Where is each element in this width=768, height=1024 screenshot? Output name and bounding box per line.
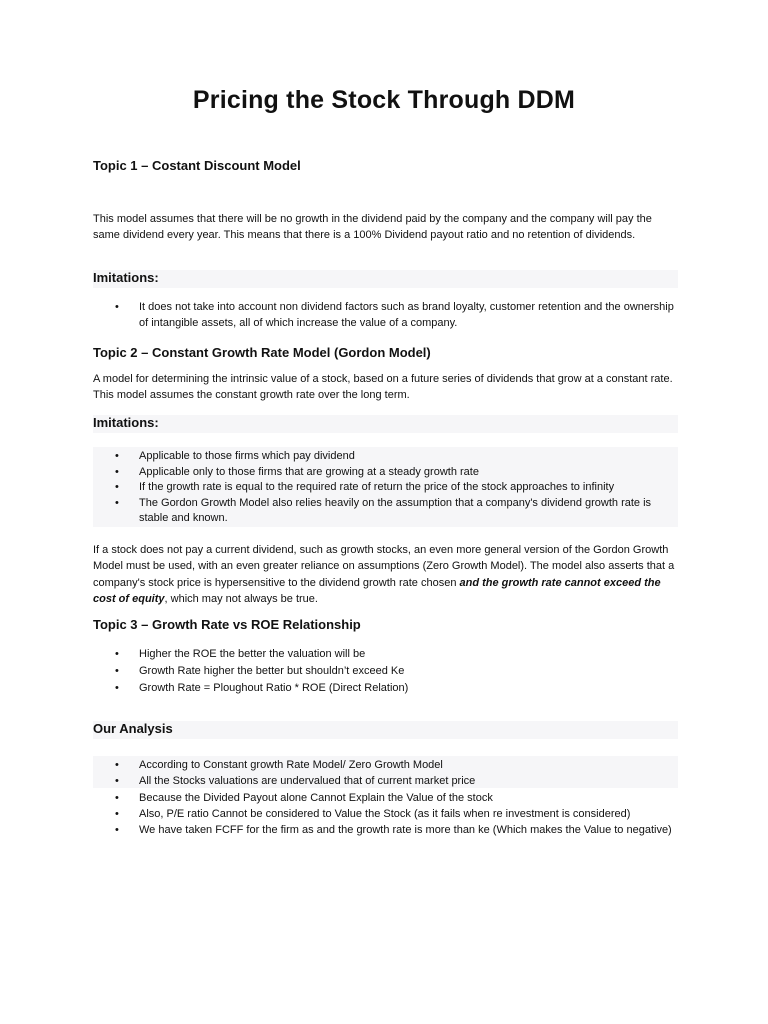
topic2-paragraph: A model for determining the intrinsic value of a stock, based on a future series of dividends that grow at a constant rate. This model assumes the constant growth rate over the long term. xyxy=(93,373,673,402)
topic3-heading: Topic 3 – Growth Rate vs ROE Relationship xyxy=(93,617,361,632)
topic1-limitations-heading: Imitations: xyxy=(93,270,678,288)
topic2-limitations-box xyxy=(93,447,678,527)
topic2-note-part2: , which may not always be true. xyxy=(164,593,318,606)
topic1-limitations-list xyxy=(93,300,679,331)
list-item: • Applicable to those firms which pay dividend xyxy=(93,449,679,465)
topic2-heading: Topic 2 – Constant Growth Rate Model (Gordon Model) xyxy=(93,345,431,360)
topic1-heading: Topic 1 – Costant Discount Model xyxy=(93,158,301,173)
topic2-limitations-heading: Imitations: xyxy=(93,415,678,433)
list-item: • It does not take into account non dividend factors such as brand loyalty, customer retention and the ownership of intangible assets, all of which increase the value of a company. xyxy=(93,300,679,331)
topic2-limitations-list xyxy=(93,447,678,527)
list-item: • The Gordon Growth Model also relies heavily on the assumption that a company's dividend growth rate is stable and known. xyxy=(93,496,679,527)
topic2-note-emphasis: and the growth rate cannot exceed the cost of equity xyxy=(93,576,661,606)
list-item: • If the growth rate is equal to the required rate of return the price of the stock approaches to infinity xyxy=(93,480,679,496)
topic3-list xyxy=(93,646,679,697)
list-item: • Growth Rate higher the better but shouldn’t exceed Ke xyxy=(93,663,679,680)
topic1-paragraph: This model assumes that there will be no growth in the dividend paid by the company and the company will pay the same dividend every year. This means that there is a 100% Dividend payout ratio and no retention of dividends. xyxy=(93,213,652,242)
document-title: Pricing the Stock Through DDM xyxy=(192,86,576,114)
list-item: • All the Stocks valuations are undervalued that of current market price xyxy=(93,773,679,789)
list-item: • Growth Rate = Ploughout Ratio * ROE (Direct Relation) xyxy=(93,680,679,697)
list-item: • According to Constant growth Rate Model/ Zero Growth Model xyxy=(93,757,679,773)
list-item: • Also, P/E ratio Cannot be considered to Value the Stock (as it fails when re investment is considered) xyxy=(93,806,679,822)
list-item: • Because the Divided Payout alone Cannot Explain the Value of the stock xyxy=(93,790,679,806)
analysis-list xyxy=(93,757,679,838)
topic2-note-part1: If a stock does not pay a current dividend, such as growth stocks, an even more general version of the Gordon Growth Model must be used, with an even greater reliance on assumptions (Zero Growth Model). The model also asserts that a company's stock price is hypersensitive to the dividend growth rate chosen xyxy=(93,544,675,589)
list-item: • Higher the ROE the better the valuation will be xyxy=(93,646,679,663)
list-item: • We have taken FCFF for the firm as and the growth rate is more than ke (Which makes the Value to negative) xyxy=(93,822,679,838)
list-item: • Applicable only to those firms that are growing at a steady growth rate xyxy=(93,465,679,481)
analysis-heading: Our Analysis xyxy=(93,721,678,739)
topic2-note xyxy=(93,542,678,608)
